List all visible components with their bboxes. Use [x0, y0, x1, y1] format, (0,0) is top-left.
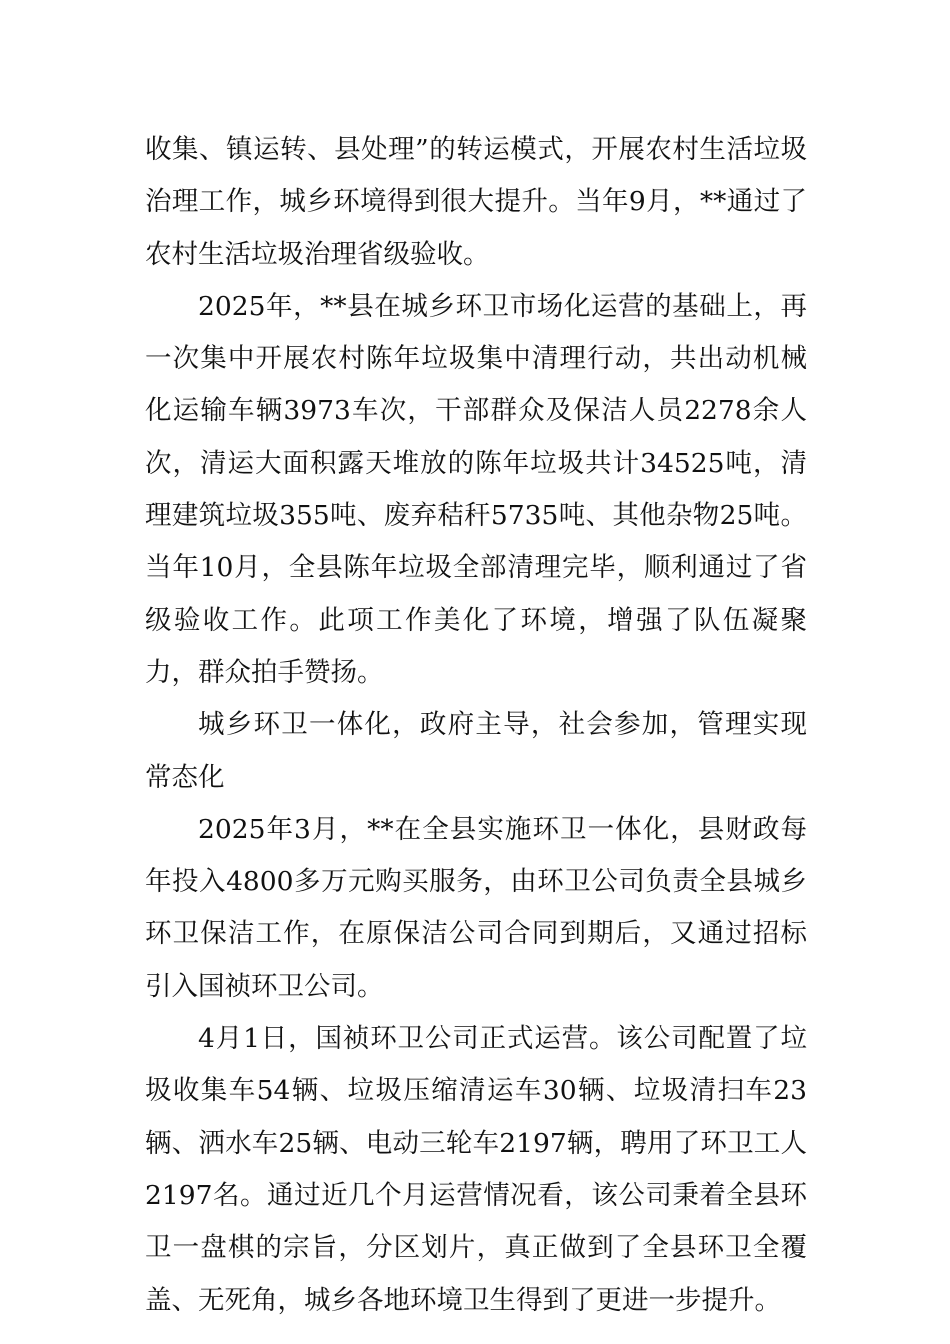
section-heading: 城乡环卫一体化，政府主导，社会参加，管理实现常态化 — [145, 709, 807, 793]
paragraph-4: 4月1日，国祯环卫公司正式运营。该公司配置了垃圾收集车54辆、垃圾压缩清运车30辆、垃圾清扫车23辆、洒水车25辆、电动三轮车2197辆，聘用了环卫工人2197名。通过近几个月运营情况看，该公司秉着全县环卫一盘棋的宗旨，分区划片，真正做到了全县环卫全覆盖、无死角，城乡各地环境卫生得到了更进一步提升。 — [145, 1023, 807, 1316]
document-body — [145, 124, 807, 1327]
paragraph-2: 2025年，**县在城乡环卫市场化运营的基础上，再一次集中开展农村陈年垃圾集中清理行动，共出动机械化运输车辆3973车次，干部群众及保洁人员2278余人次，清运大面积露天堆放的陈年垃圾共计34525吨，清理建筑垃圾355吨、废弃秸秆5735吨、其他杂物25吨。当年10月，全县陈年垃圾全部清理完毕，顺利通过了省级验收工作。此项工作美化了环境，增强了队伍凝聚力，群众拍手赞扬。 — [145, 290, 807, 688]
paragraph-1: 收集、镇运转、县处理”的转运模式，开展农村生活垃圾治理工作，城乡环境得到很大提升。当年9月，**通过了农村生活垃圾治理省级验收。 — [145, 134, 807, 270]
paragraph-3: 2025年3月，**在全县实施环卫一体化，县财政每年投入4800多万元购买服务，由环卫公司负责全县城乡环卫保洁工作，在原保洁公司合同到期后，又通过招标引入国祯环卫公司。 — [145, 813, 807, 1002]
